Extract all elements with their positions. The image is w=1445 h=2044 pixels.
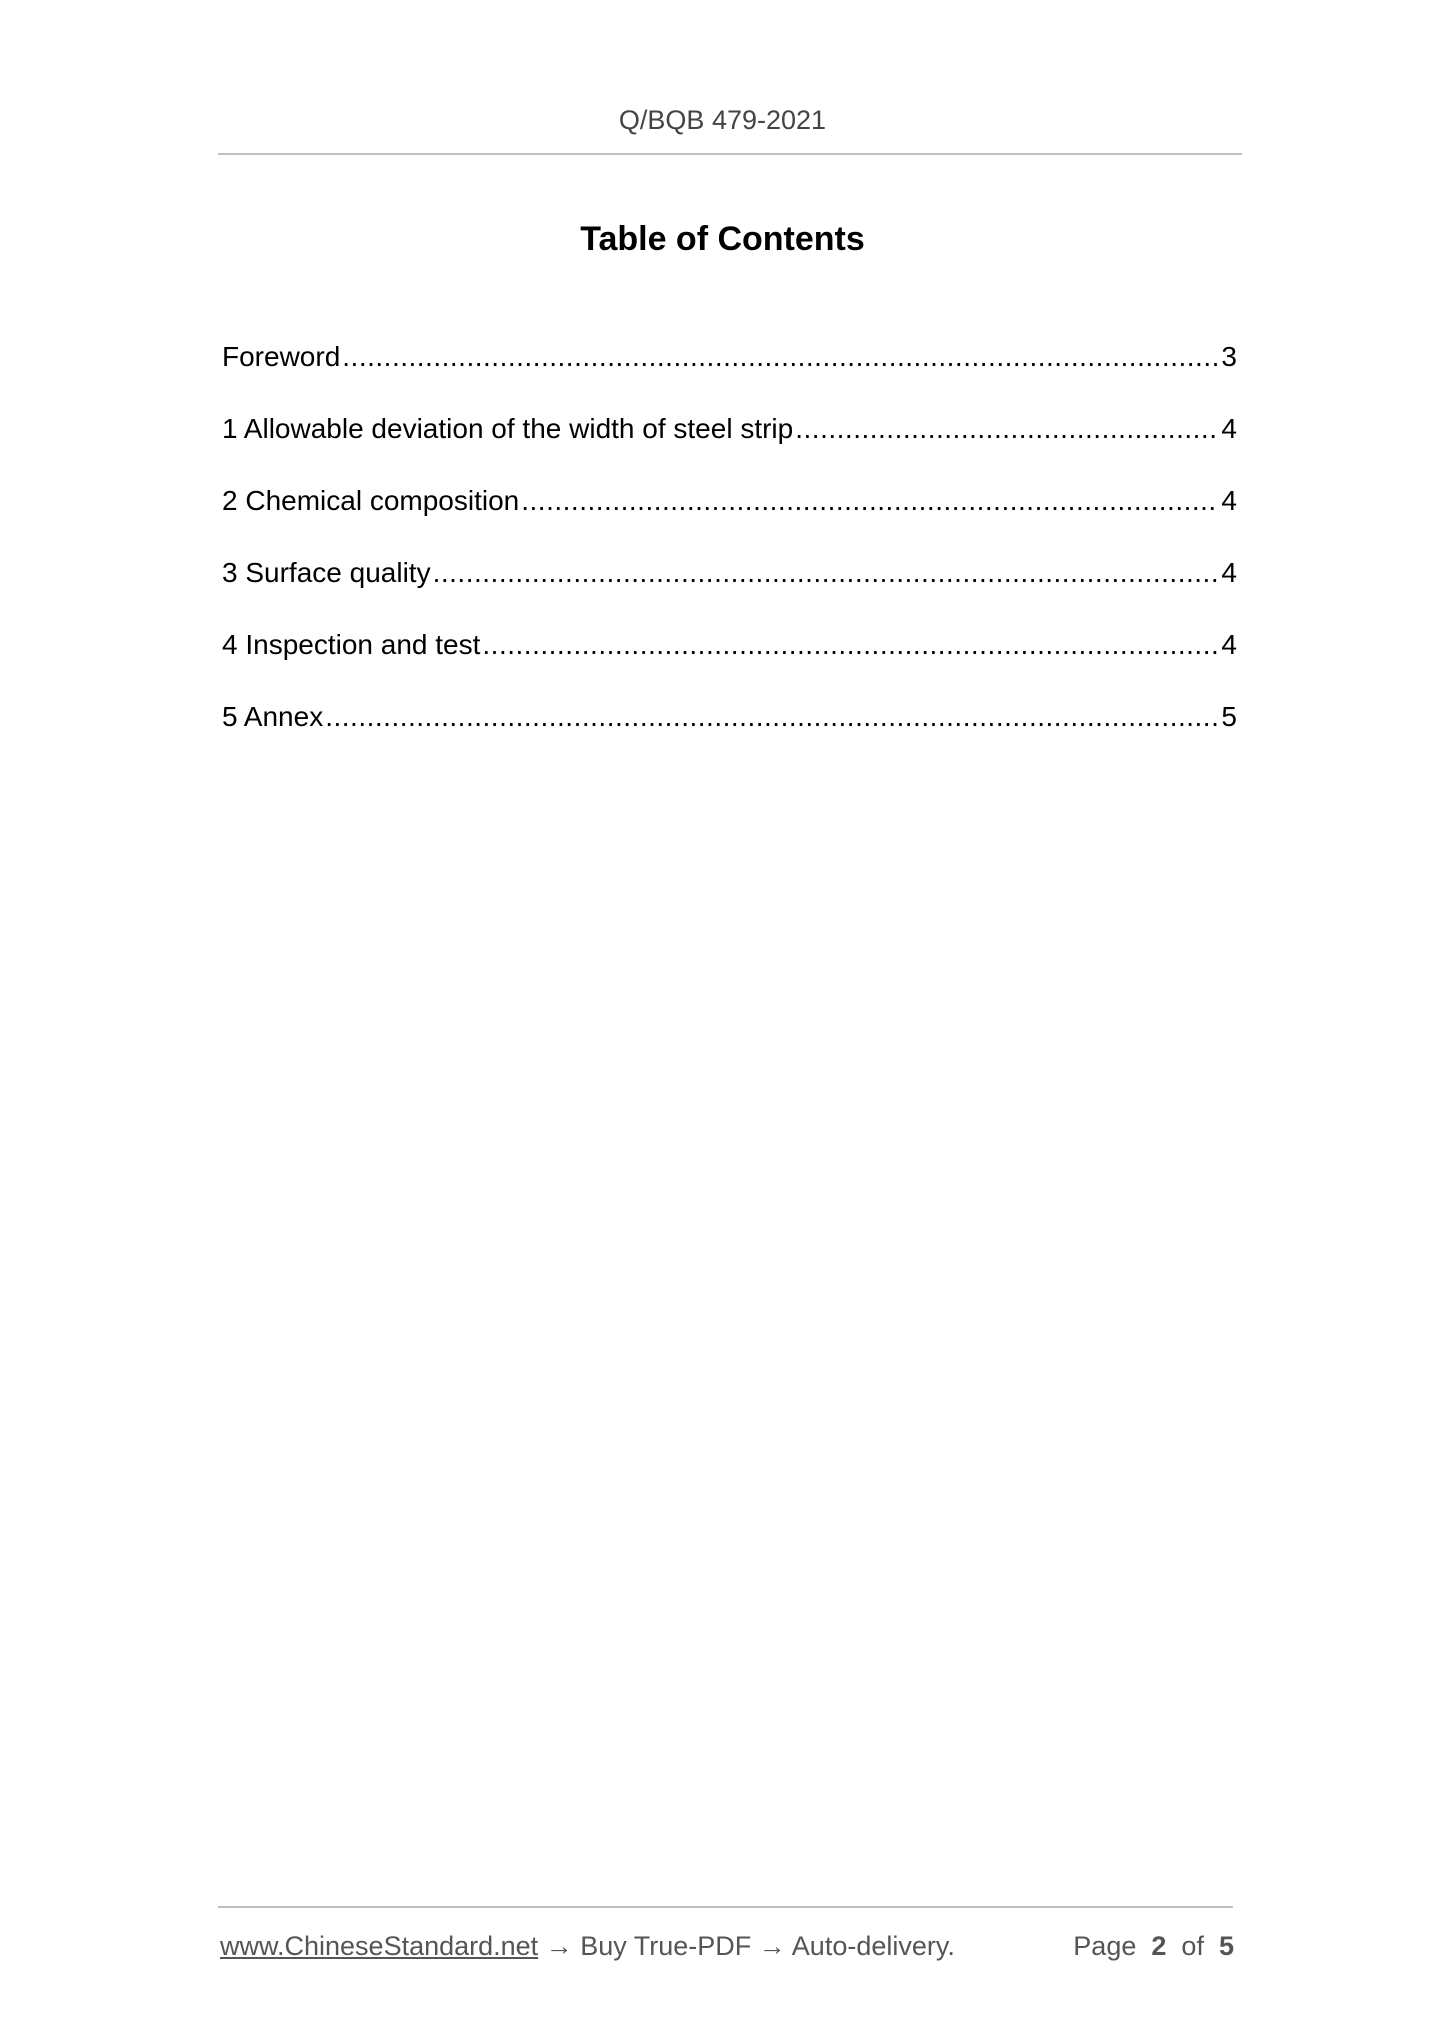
header-doc-code: Q/BQB 479-2021 [618,105,827,135]
site-link[interactable]: www.ChineseStandard.net [220,1931,539,1961]
toc-entry-inspection-test[interactable] [222,625,1237,697]
toc-list [222,337,1237,769]
toc-dot-leader [433,553,1219,593]
header-divider [218,153,1242,155]
total-pages-number: 5 [1218,1931,1234,1961]
toc-entry-page: 4 [1221,413,1237,444]
toc-title: Table of Contents [580,220,865,258]
page-footer [220,1926,1234,1966]
toc-dot-leader [342,337,1218,377]
toc-dot-leader [521,481,1218,521]
toc-entry-page: 5 [1221,701,1237,732]
toc-entry-label: 4 Inspection and test [222,629,481,660]
toc-dot-leader [482,625,1218,665]
toc-entry-label: 3 Surface quality [222,557,431,588]
toc-entry-label: 5 Annex [222,701,324,732]
page-counter [1073,1926,1234,1966]
current-page-number: 2 [1151,1931,1167,1961]
footer-divider [218,1906,1233,1908]
toc-entry-width-deviation[interactable] [222,409,1237,481]
toc-dot-leader [325,697,1218,737]
auto-delivery-text: Auto-delivery. [791,1931,955,1961]
footer-promo [220,1926,955,1966]
toc-entry-foreword[interactable] [222,337,1237,409]
toc-entry-chemical-composition[interactable] [222,481,1237,553]
toc-entry-annex[interactable] [222,697,1237,769]
toc-entry-label: 2 Chemical composition [222,485,520,516]
toc-entry-label: 1 Allowable deviation of the width of steel strip [222,413,794,444]
toc-dot-leader [795,409,1218,449]
buy-pdf-text: Buy True-PDF [580,1931,752,1961]
page-label: Page [1073,1931,1137,1961]
toc-entry-page: 4 [1221,485,1237,516]
toc-entry-label: Foreword [222,341,341,372]
of-label: of [1181,1931,1204,1961]
toc-entry-page: 4 [1221,629,1237,660]
toc-entry-page: 4 [1221,557,1237,588]
toc-entry-surface-quality[interactable] [222,553,1237,625]
arrow-right-icon: → [758,1931,786,1961]
arrow-right-icon: → [545,1931,573,1961]
toc-entry-page: 3 [1221,341,1237,372]
